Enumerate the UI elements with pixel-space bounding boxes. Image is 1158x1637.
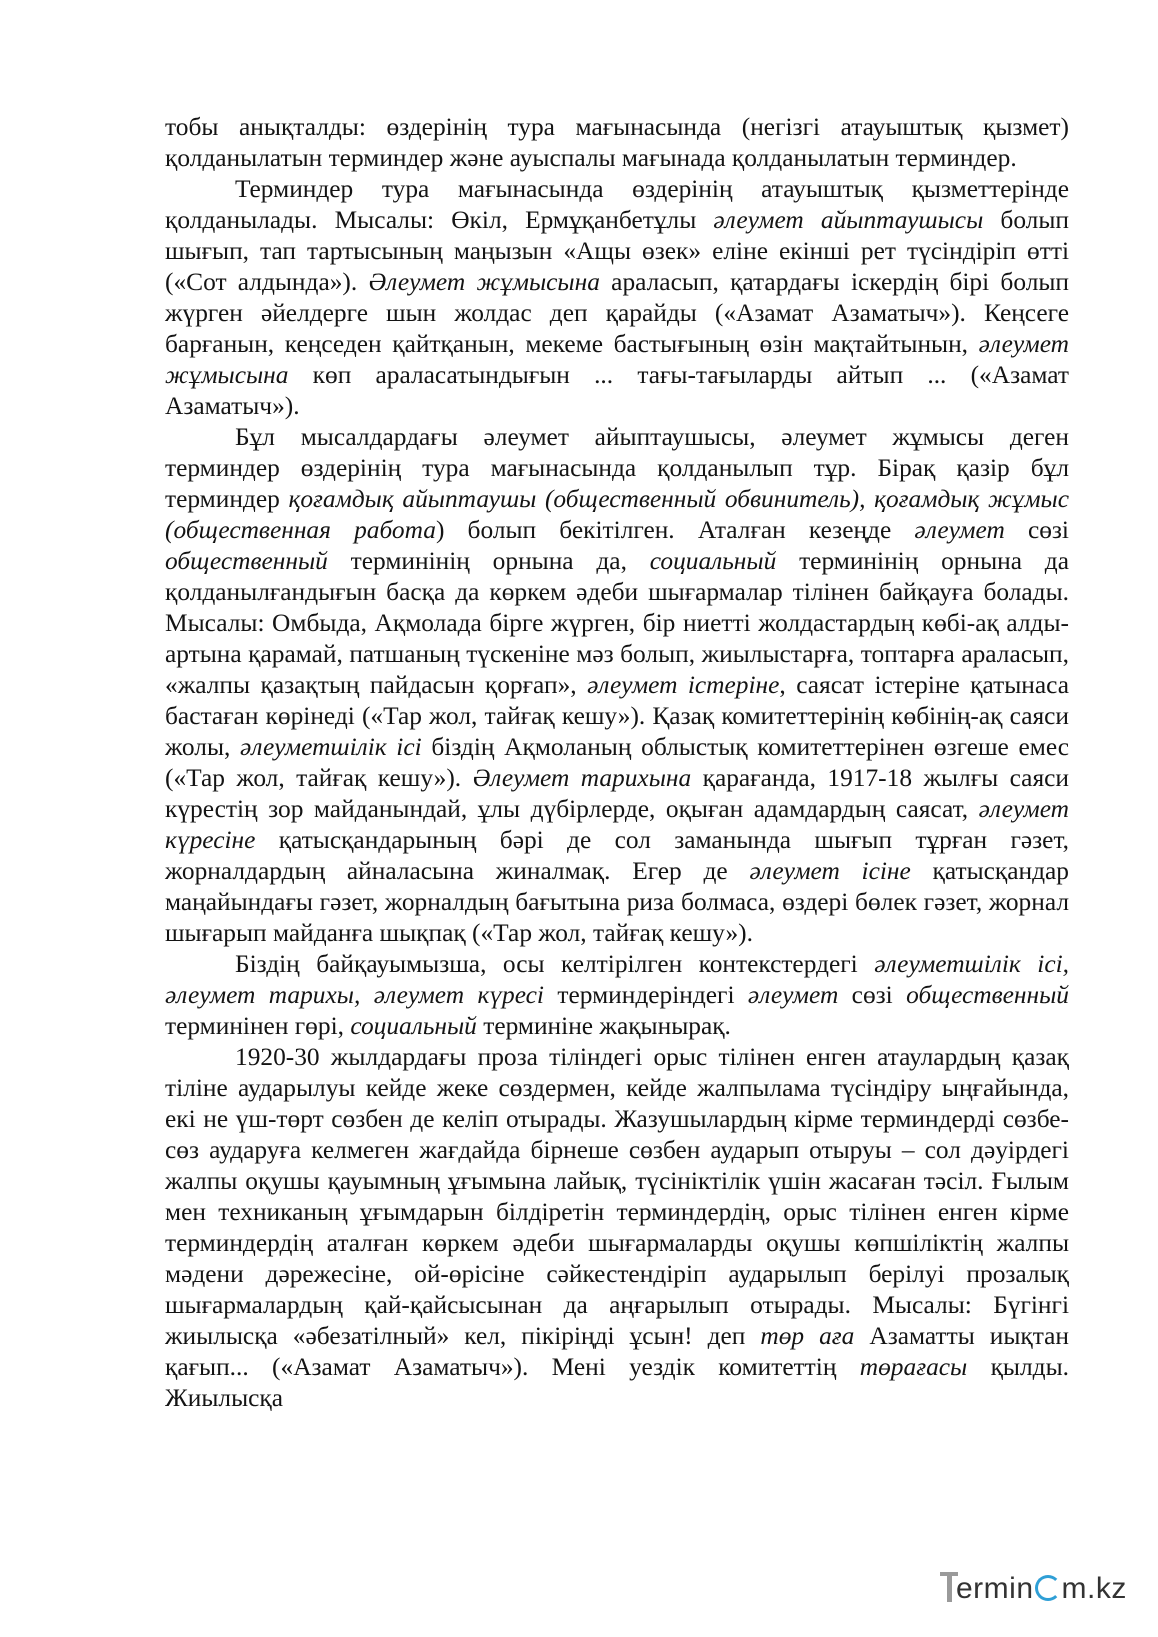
logo-text-end: m.kz <box>1061 1572 1127 1605</box>
termincom-logo <box>938 1568 1138 1612</box>
italic-term: әлеуметшілік ісі, әлеумет тарихы, әлеумет күресі <box>165 950 1069 1009</box>
logo-t-stem <box>947 1572 952 1602</box>
text-run: сөзі <box>1004 516 1069 544</box>
text-run: қатысқандар маңайындағы гәзет, жорналдың бағытына риза болмаса, өздері бөлек гәзет, жорнал шығарып майданға шықпақ («Тар жол, тайғақ кешу»). <box>165 857 1069 947</box>
text-run: терминінің орнына да, <box>327 547 650 575</box>
italic-term: қоғамдық айыптаушы (общественный обвинитель), қоғамдық жұмыс (общественная работа <box>165 485 1069 544</box>
italic-term: Әлеумет жұмысына <box>368 268 600 296</box>
text-run: 1920-30 жылдардағы проза тіліндегі орыс тілінен енген атаулардың қазақ тіліне аударылуы кейде жеке сөздермен, кейде жалпылама түсіндіру ыңғайында, екі не үш-төрт сөзбен де келіп отырады. Жазушылардың кірме терминдерді сөзбе-сөз аударуға келмеген жағдайда бірнеше сөзбен аударып отыруы – сол дәуірдегі жалпы оқушы қауымның ұғымына лайық, түсініктілік үшін жасаған тәсіл. Ғылым мен техниканың ұғымдарын білдіретін терминдердің, орыс тілінен енген кірме терминдердің аталған көркем әдеби шығармаларды оқушы көпшіліктің жалпы мәдени дәрежесіне, ой-өрісіне сәйкестендіріп аударылып берілуі прозалық шығармалардың қай-қайсысынан да аңғарылып отырады. Мысалы: Бүгінгі жиылысқа «әбезатілный» кел, пікіріңді ұсын! деп <box>165 1043 1069 1350</box>
text-run: араласып, қатардағы іскердің бірі болып жүрген әйелдерге шын жолдас деп қарайды («Азамат Азаматыч»). Кеңсеге барғанын, кеңседен қайтқанын, мекеме бастығының өзін мақтайтынын, <box>165 268 1070 358</box>
logo-text-start: ermin <box>956 1572 1034 1605</box>
paragraph <box>165 949 1069 1042</box>
text-run: Терминдер тура мағынасында өздерінің атауыштық қызметтерінде қолданылады. Мысалы: Өкіл, Ермұқанбетұлы <box>165 175 1069 234</box>
text-run: Біздің байқауымызша, осы келтірілген контекстердегі <box>235 950 875 978</box>
italic-term: әлеумет <box>747 981 839 1009</box>
text-run: қылды. Жиылысқа <box>165 1353 1069 1412</box>
text-run: болып шығып, тап тартысының маңызын «Ащы өзек» еліне екінші рет түсіндіріп өтті («Сот алдында»). <box>165 206 1069 296</box>
italic-term: әлеумет ісіне <box>749 857 911 885</box>
text-run: Азаматты иықтан қағып... («Азамат Азаматыч»). Мені уездік комитеттің <box>165 1322 1069 1381</box>
italic-term: әлеумет істеріне <box>587 671 780 699</box>
text-run: тобы анықталды: өздерінің тура мағынасында (негізгі атауыштық қызмет) қолданылатын терминдер және ауыспалы мағынада қолданылатын терминдер. <box>165 113 1069 172</box>
logo-wordmark <box>956 1572 1127 1606</box>
text-run: біздің Ақмоланың облыстық комитеттерінен өзгеше емес («Тар жол, тайғақ кешу»). <box>165 733 1070 792</box>
text-run: сөзі <box>838 981 907 1009</box>
text-run: қатысқандарының бәрі де сол заманында шығып тұрған гәзет, жорналдардың айналасына жиналмақ. Егер де <box>165 826 1069 885</box>
text-run: терминінің орнына да қолданылғандығын басқа да көркем әдеби шығармалар тілінен байқауға болады. Мысалы: Омбыда, Ақмолада бірге жүрген, бір ниетті жолдастардың көбі-ақ алды-артына қарамай, патшаның түскеніне мәз болып, жиылыстарға, топтарға араласып, «жалпы қазақтың пайдасын қорғап», <box>165 547 1069 699</box>
logo-o-ring-icon <box>1035 1575 1061 1601</box>
italic-term: әлеумет жұмысына <box>165 330 1069 389</box>
italic-term: әлеуметшілік ісі <box>240 733 422 761</box>
text-run: , саясат істеріне қатынаса бастаған көрінеді («Тар жол, тайғақ кешу»). Қазақ комитеттерінің көбінің-ақ саяси жолы, <box>165 671 1069 761</box>
text-run: қарағанда, 1917-18 жылғы саяси күрестің зор майданындай, ұлы дүбірлерде, оқыған адамдардың саясат, <box>165 764 1069 823</box>
text-run: терминіне жақынырақ. <box>476 1012 731 1040</box>
text-run: көп араласатындығын ... тағы-тағыларды айтып ... («Азамат Азаматыч»). <box>165 361 1069 420</box>
text-run: Бұл мысалдардағы әлеумет айыптаушысы, әлеумет жұмысы деген терминдер өздерінің тура мағынасында қолданылып тұр. Бірақ қазір бұл терминдер <box>165 423 1069 513</box>
italic-term: төр аға <box>760 1322 855 1350</box>
document-body <box>165 112 1069 1414</box>
italic-term: Әлеумет тарихына <box>472 764 692 792</box>
italic-term: общественный <box>906 981 1069 1009</box>
paragraph <box>165 422 1069 949</box>
text-run: ) болып бекітілген. Аталған кезеңде <box>435 516 915 544</box>
italic-term: әлеумет күресіне <box>165 795 1069 854</box>
text-run: терминінен гөрі, <box>165 1012 351 1040</box>
italic-term: общественный <box>165 547 328 575</box>
paragraph <box>165 112 1069 174</box>
italic-term: социальный <box>350 1012 477 1040</box>
paragraph <box>165 1042 1069 1414</box>
paragraph <box>165 174 1069 422</box>
italic-term: әлеумет айыптаушысы <box>713 206 984 234</box>
italic-term: әлеумет <box>914 516 1005 544</box>
text-run: терминдеріндегі <box>544 981 748 1009</box>
italic-term: социальный <box>649 547 777 575</box>
italic-term: төрағасы <box>859 1353 968 1381</box>
